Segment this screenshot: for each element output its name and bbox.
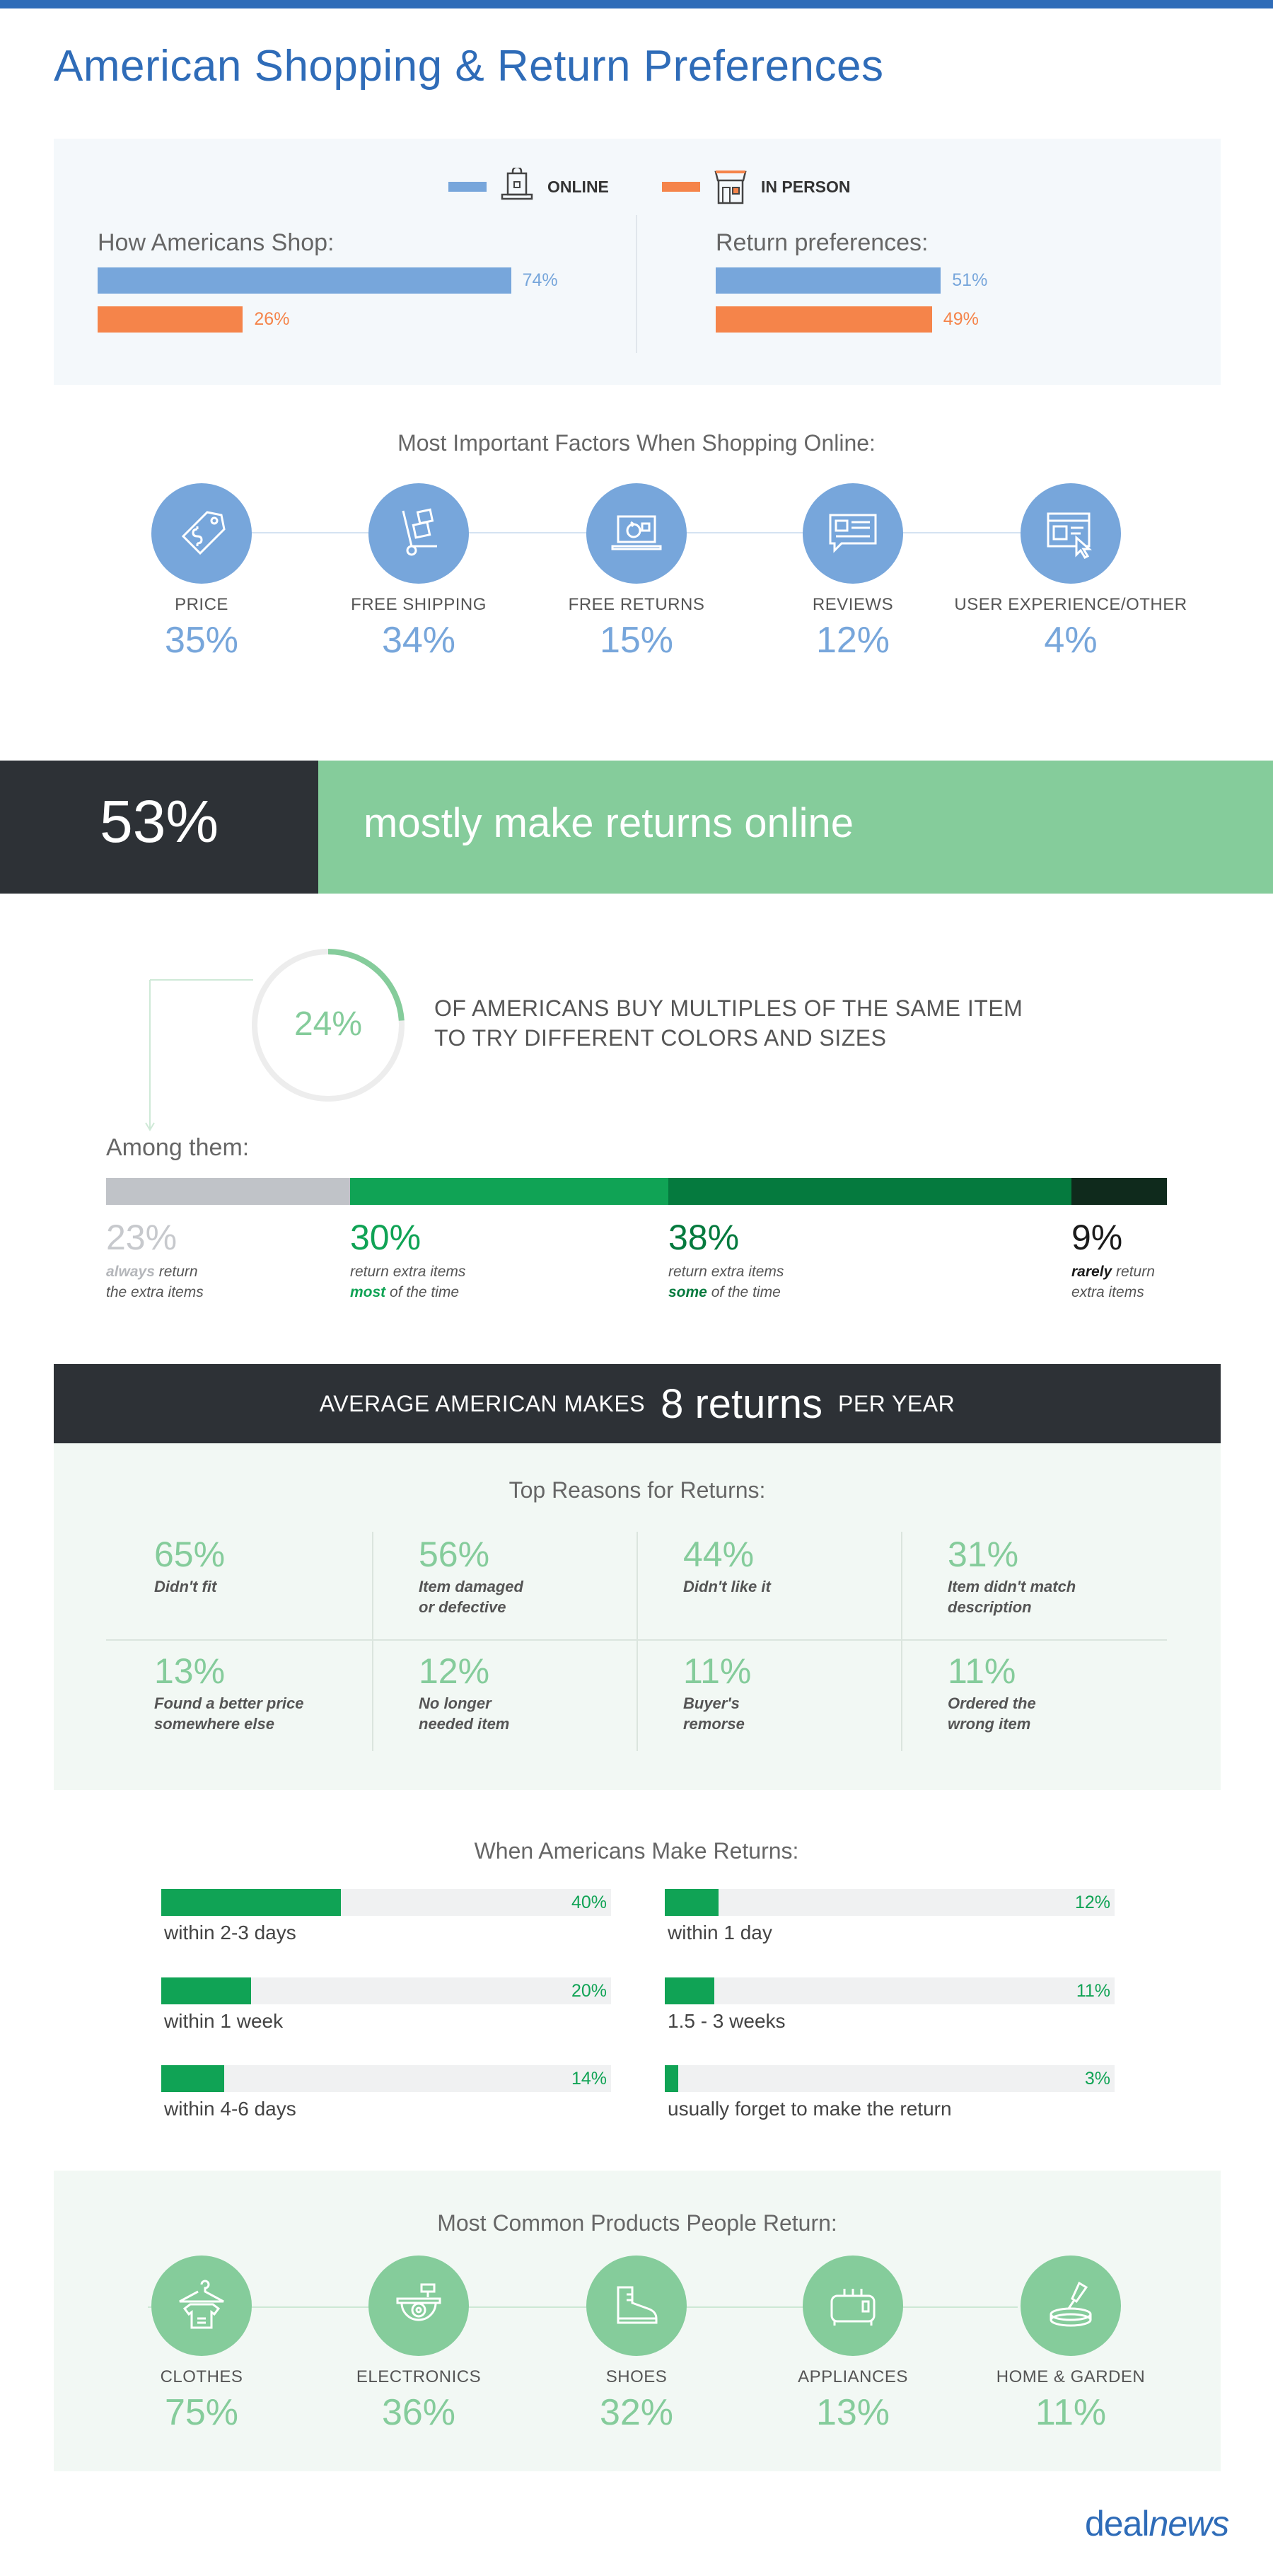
reason-desc [154, 1693, 380, 1734]
product-label: SHOES [605, 2367, 668, 2386]
when-bar-label: within 4-6 days [164, 2098, 296, 2120]
segment-most [350, 1178, 668, 1205]
when-bar-fill [665, 1889, 719, 1916]
when-bar-track [161, 1889, 611, 1916]
when-bar-track [161, 1977, 611, 2004]
factor-price [81, 483, 322, 662]
reason-item [419, 1651, 645, 1734]
average-returns-banner [54, 1364, 1221, 1443]
reason-item [154, 1651, 380, 1734]
among-them-label: Among them: [106, 1134, 250, 1161]
product-electronics [298, 2256, 539, 2434]
product-pct: 36% [381, 2392, 456, 2433]
factor-pct: 35% [164, 620, 239, 661]
avg-suffix: PER YEAR [837, 1390, 955, 1416]
reason-line-1: Didn't fit [154, 1578, 217, 1595]
browser-click-icon [1021, 483, 1121, 584]
reason-line-1: No longer [419, 1694, 492, 1712]
multiples-line-2: TO TRY DIFFERENT COLORS AND SIZES [434, 1025, 887, 1051]
avg-prefix: AVERAGE AMERICAN MAKES [319, 1390, 646, 1416]
among-stacked-bar [106, 1178, 1167, 1205]
segment-always [106, 1178, 350, 1205]
factor-label: REVIEWS [812, 595, 894, 614]
banner-text: mostly make returns online [364, 800, 854, 846]
when-bar-value: 11% [1076, 1981, 1110, 2001]
return-pref-in-person-value: 49% [943, 309, 979, 329]
reason-desc [948, 1693, 1174, 1734]
factor-label: PRICE [175, 595, 228, 614]
hand-truck-icon [368, 483, 469, 584]
reason-item [154, 1534, 380, 1597]
reason-desc [683, 1693, 909, 1734]
segment-rarely-rest: return [1112, 1264, 1155, 1280]
when-bar-label: within 1 week [164, 2010, 284, 2032]
reasons-divider [106, 1639, 1167, 1641]
legend-in-person-swatch [662, 182, 700, 192]
reason-line-2: remorse [683, 1715, 745, 1733]
multiples-donut [141, 945, 424, 1143]
factor-reviews [733, 483, 973, 662]
segment-some-bold: some [668, 1284, 707, 1300]
product-label: CLOTHES [160, 2367, 243, 2386]
segment-some-line1: return extra items [668, 1264, 784, 1280]
reason-value: 12% [419, 1651, 490, 1691]
when-heading: When Americans Make Returns: [474, 1838, 799, 1864]
toaster-icon [803, 2256, 903, 2356]
reason-line-1: Ordered the [948, 1694, 1036, 1712]
when-bar-fill [161, 2065, 224, 2092]
logo-news: news [1149, 2504, 1229, 2543]
when-bar-label: within 2-3 days [164, 1922, 296, 1943]
reason-item [948, 1651, 1174, 1734]
segment-most-rest: of the time [385, 1284, 460, 1300]
reasons-panel [54, 1443, 1221, 1790]
reason-desc [419, 1693, 645, 1734]
laptop-return-icon [586, 483, 687, 584]
when-bar-track [161, 2065, 611, 2092]
how-shop-in-person-value: 26% [254, 309, 290, 329]
when-bar-value: 3% [1084, 2069, 1110, 2089]
when-bar-value: 40% [571, 1893, 607, 1912]
boot-icon [586, 2256, 687, 2356]
segment-always-desc [106, 1261, 204, 1303]
reason-line-2: wrong item [948, 1715, 1031, 1733]
factors-heading: Most Important Factors When Shopping Online: [397, 430, 876, 456]
factor-free-shipping [298, 483, 539, 662]
when-bar-value: 12% [1074, 1893, 1110, 1912]
when-bar-fill [161, 1977, 251, 2004]
reason-line-1: Didn't like it [683, 1578, 771, 1595]
factor-label: USER EXPERIENCE/OTHER [954, 595, 1187, 614]
segment-rarely-desc [1071, 1261, 1155, 1303]
return-pref-heading: Return preferences: [716, 229, 929, 256]
banner-percentage: 53% [100, 788, 219, 855]
when-bar-track [665, 2065, 1115, 2092]
product-appliances [733, 2256, 973, 2434]
legend-in-person-label: IN PERSON [761, 177, 851, 196]
panel-divider [636, 215, 637, 353]
reason-line-1: Item didn't match [948, 1578, 1076, 1595]
segment-most-bold: most [350, 1284, 386, 1300]
product-pct: 32% [599, 2392, 674, 2433]
product-label: ELECTRONICS [356, 2367, 482, 2386]
how-shop-online-bar [98, 267, 511, 294]
factor-label: FREE RETURNS [568, 595, 705, 614]
avg-big-number: 8 returns [661, 1380, 822, 1427]
when-bar-track [665, 1889, 1115, 1916]
segment-most-line1: return extra items [350, 1264, 466, 1280]
page-title: American Shopping & Return Preferences [54, 42, 884, 91]
legend-online-label: ONLINE [547, 177, 609, 196]
reason-desc [154, 1576, 380, 1597]
products-heading: Most Common Products People Return: [437, 2210, 837, 2236]
review-chat-icon [803, 483, 903, 584]
factor-pct: 15% [599, 620, 674, 661]
reasons-heading: Top Reasons for Returns: [508, 1477, 766, 1503]
reason-item [948, 1534, 1174, 1617]
product-label: APPLIANCES [798, 2367, 908, 2386]
reason-value: 44% [683, 1535, 755, 1574]
reason-line-1: Found a better price [154, 1694, 304, 1712]
when-bar-label: 1.5 - 3 weeks [668, 2010, 786, 2032]
segment-some [668, 1178, 1071, 1205]
garden-hose-icon [1021, 2256, 1121, 2356]
legend-in-person [662, 167, 851, 207]
return-pref-in-person-bar [716, 306, 932, 333]
legend-online-swatch [448, 182, 487, 192]
dealnews-logo[interactable] [1085, 2503, 1228, 2544]
reason-value: 31% [948, 1535, 1019, 1574]
how-shop-heading: How Americans Shop: [98, 229, 335, 256]
reason-item [419, 1534, 645, 1617]
reason-line-2: or defective [419, 1598, 506, 1616]
laptop-shopping-bag-icon [499, 168, 535, 206]
product-pct: 13% [815, 2392, 890, 2433]
segment-some-value: 38% [668, 1218, 740, 1257]
reason-value: 11% [683, 1651, 752, 1691]
clothes-hanger-icon [151, 2256, 252, 2356]
when-bar-track [665, 1977, 1115, 2004]
when-bar-fill [665, 1977, 714, 2004]
factor-free-returns [516, 483, 757, 662]
segment-rarely-value: 9% [1071, 1218, 1123, 1257]
how-shop-online-value: 74% [522, 270, 558, 290]
segment-rarely-bold: rarely [1071, 1264, 1112, 1280]
segment-rarely-line2: extra items [1071, 1284, 1144, 1300]
donut-percentage: 24% [293, 1005, 363, 1043]
segment-always-line2: the extra items [106, 1284, 204, 1300]
reason-desc [683, 1576, 909, 1597]
product-label: HOME & GARDEN [996, 2367, 1146, 2386]
segment-always-value: 23% [106, 1218, 178, 1257]
segment-always-bold: always [106, 1264, 155, 1280]
how-shop-in-person-bar [98, 306, 243, 333]
storefront-icon [713, 168, 748, 206]
when-bar-fill [161, 1889, 341, 1916]
segment-most-desc [350, 1261, 465, 1303]
legend-online [448, 167, 609, 207]
return-pref-online-bar [716, 267, 941, 294]
product-pct: 11% [1035, 2392, 1107, 2433]
reason-line-2: description [948, 1598, 1032, 1616]
product-pct: 75% [164, 2392, 239, 2433]
factor-pct: 4% [1044, 620, 1098, 661]
top-accent-bar [0, 0, 1273, 8]
reason-line-2: needed item [419, 1715, 510, 1733]
product-clothes [81, 2256, 322, 2434]
segment-most-value: 30% [350, 1218, 422, 1257]
reason-line-1: Item damaged [419, 1578, 523, 1595]
reason-value: 65% [154, 1535, 226, 1574]
when-bar-value: 20% [571, 1981, 607, 2001]
reason-value: 11% [948, 1651, 1016, 1691]
segment-always-rest: return [154, 1264, 198, 1280]
reason-value: 56% [419, 1535, 490, 1574]
reason-item [683, 1534, 909, 1597]
segment-rarely [1071, 1178, 1167, 1205]
security-camera-icon [368, 2256, 469, 2356]
product-home-garden [951, 2256, 1191, 2434]
shop-return-panel [54, 139, 1221, 385]
product-shoes [516, 2256, 757, 2434]
reason-item [683, 1651, 909, 1734]
products-panel [54, 2171, 1221, 2471]
return-pref-online-value: 51% [952, 270, 988, 290]
when-bar-label: usually forget to make the return [668, 2098, 952, 2120]
logo-deal: deal [1085, 2504, 1149, 2543]
multiples-description [434, 993, 1023, 1053]
multiples-line-1: OF AMERICANS BUY MULTIPLES OF THE SAME ITEM [434, 995, 1023, 1021]
factor-user-experience [951, 483, 1191, 662]
factor-label: FREE SHIPPING [351, 595, 487, 614]
when-bar-fill [665, 2065, 678, 2092]
when-bar-value: 14% [571, 2069, 607, 2089]
legend [54, 167, 1221, 207]
reason-desc [419, 1576, 645, 1617]
factor-pct: 34% [381, 620, 456, 661]
when-bar-label: within 1 day [668, 1922, 772, 1943]
reason-line-2: somewhere else [154, 1715, 274, 1733]
segment-some-rest: of the time [707, 1284, 781, 1300]
factor-pct: 12% [815, 620, 890, 661]
price-tag-icon [151, 483, 252, 584]
reason-value: 13% [154, 1651, 226, 1691]
segment-some-desc [668, 1261, 784, 1303]
reason-desc [948, 1576, 1174, 1617]
reason-line-1: Buyer's [683, 1694, 740, 1712]
